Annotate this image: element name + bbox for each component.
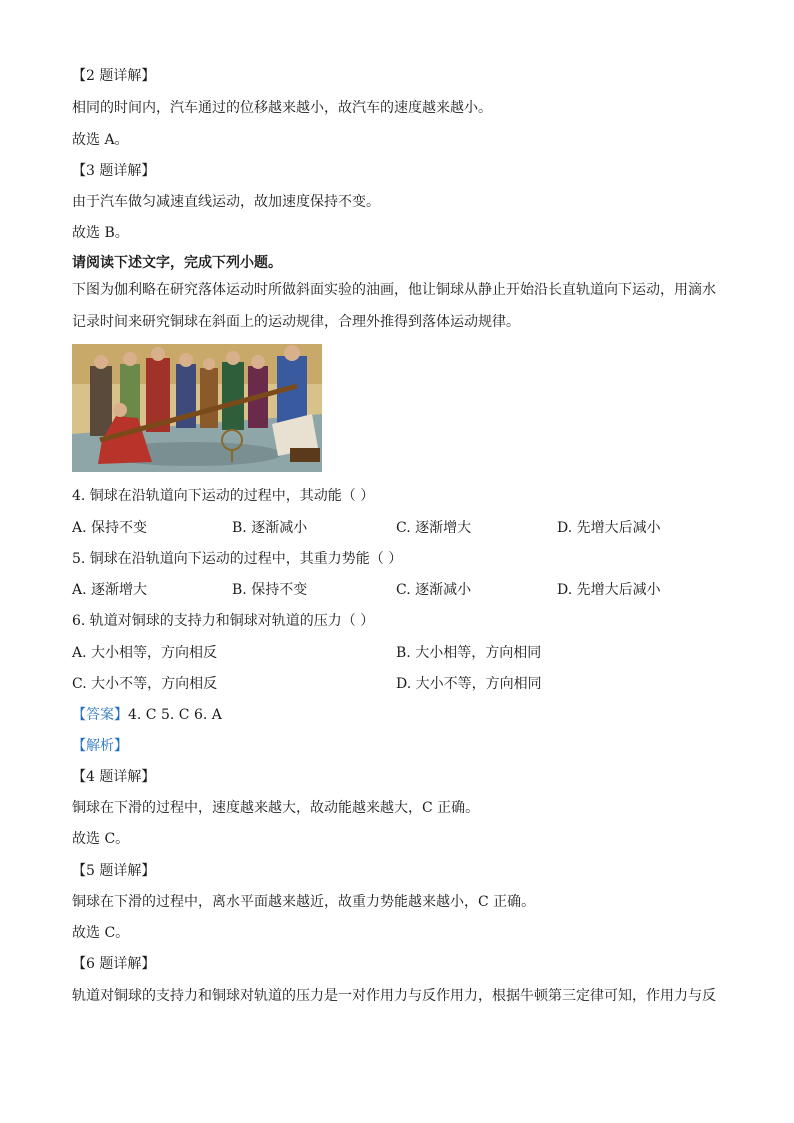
question-6-option-a: A. 大小相等，方向相反 xyxy=(72,645,218,661)
question-5-option-a: A. 逐渐增大 xyxy=(72,582,148,598)
question-5-stem: 5. 铜球在沿轨道向下运动的过程中，其重力势能（ ） xyxy=(72,551,403,567)
question-5-option-c: C. 逐渐减小 xyxy=(396,582,472,598)
galileo-painting-illustration xyxy=(72,344,322,472)
galileo-painting xyxy=(72,344,322,472)
question-4-option-c: C. 逐渐增大 xyxy=(396,520,472,536)
solution-6-text: 轨道对铜球的支持力和铜球对轨道的压力是一对作用力与反作用力，根据牛顿第三定律可知，作用力与反 xyxy=(72,988,716,1004)
solution-5-heading: 【5 题详解】 xyxy=(72,863,156,879)
question-6-option-d: D. 大小不等，方向相同 xyxy=(396,676,542,692)
question-4-option-b: B. 逐渐减小 xyxy=(232,520,308,536)
answer-values: 4. C 5. C 6. A xyxy=(128,707,222,723)
answer-line xyxy=(72,705,222,725)
question-4-option-d: D. 先增大后减小 xyxy=(557,520,661,536)
solution-2-choice: 故选 A。 xyxy=(72,132,129,148)
question-6-option-b: B. 大小相等，方向相同 xyxy=(396,645,542,661)
answer-label: 【答案】 xyxy=(72,707,128,723)
solution-5-text: 铜球在下滑的过程中，离水平面越来越近，故重力势能越来越小，C 正确。 xyxy=(72,894,536,910)
solution-2-heading: 【2 题详解】 xyxy=(72,68,156,84)
solution-3-choice: 故选 B。 xyxy=(72,225,129,241)
analysis-label: 【解析】 xyxy=(72,738,128,754)
solution-3-text: 由于汽车做匀减速直线运动，故加速度保持不变。 xyxy=(72,194,380,210)
reading-instruction: 请阅读下述文字，完成下列小题。 xyxy=(72,255,282,271)
solution-6-heading: 【6 题详解】 xyxy=(72,956,156,972)
solution-3-heading: 【3 题详解】 xyxy=(72,163,156,179)
question-4-stem: 4. 铜球在沿轨道向下运动的过程中，其动能（ ） xyxy=(72,488,375,504)
passage-line-1: 下图为伽利略在研究落体运动时所做斜面实验的油画，他让铜球从静止开始沿长直轨道向下运动，用滴水 xyxy=(72,282,716,298)
solution-4-heading: 【4 题详解】 xyxy=(72,769,156,785)
question-6-option-c: C. 大小不等，方向相反 xyxy=(72,676,218,692)
solution-5-choice: 故选 C。 xyxy=(72,925,130,941)
question-5-option-b: B. 保持不变 xyxy=(232,582,308,598)
question-4-option-a: A. 保持不变 xyxy=(72,520,148,536)
passage-line-2: 记录时间来研究铜球在斜面上的运动规律，合理外推得到落体运动规律。 xyxy=(72,314,520,330)
solution-4-text: 铜球在下滑的过程中，速度越来越大，故动能越来越大，C 正确。 xyxy=(72,800,480,816)
question-5-option-d: D. 先增大后减小 xyxy=(557,582,661,598)
solution-4-choice: 故选 C。 xyxy=(72,831,130,847)
solution-2-text: 相同的时间内，汽车通过的位移越来越小，故汽车的速度越来越小。 xyxy=(72,100,492,116)
question-6-stem: 6. 轨道对铜球的支持力和铜球对轨道的压力（ ） xyxy=(72,613,375,629)
